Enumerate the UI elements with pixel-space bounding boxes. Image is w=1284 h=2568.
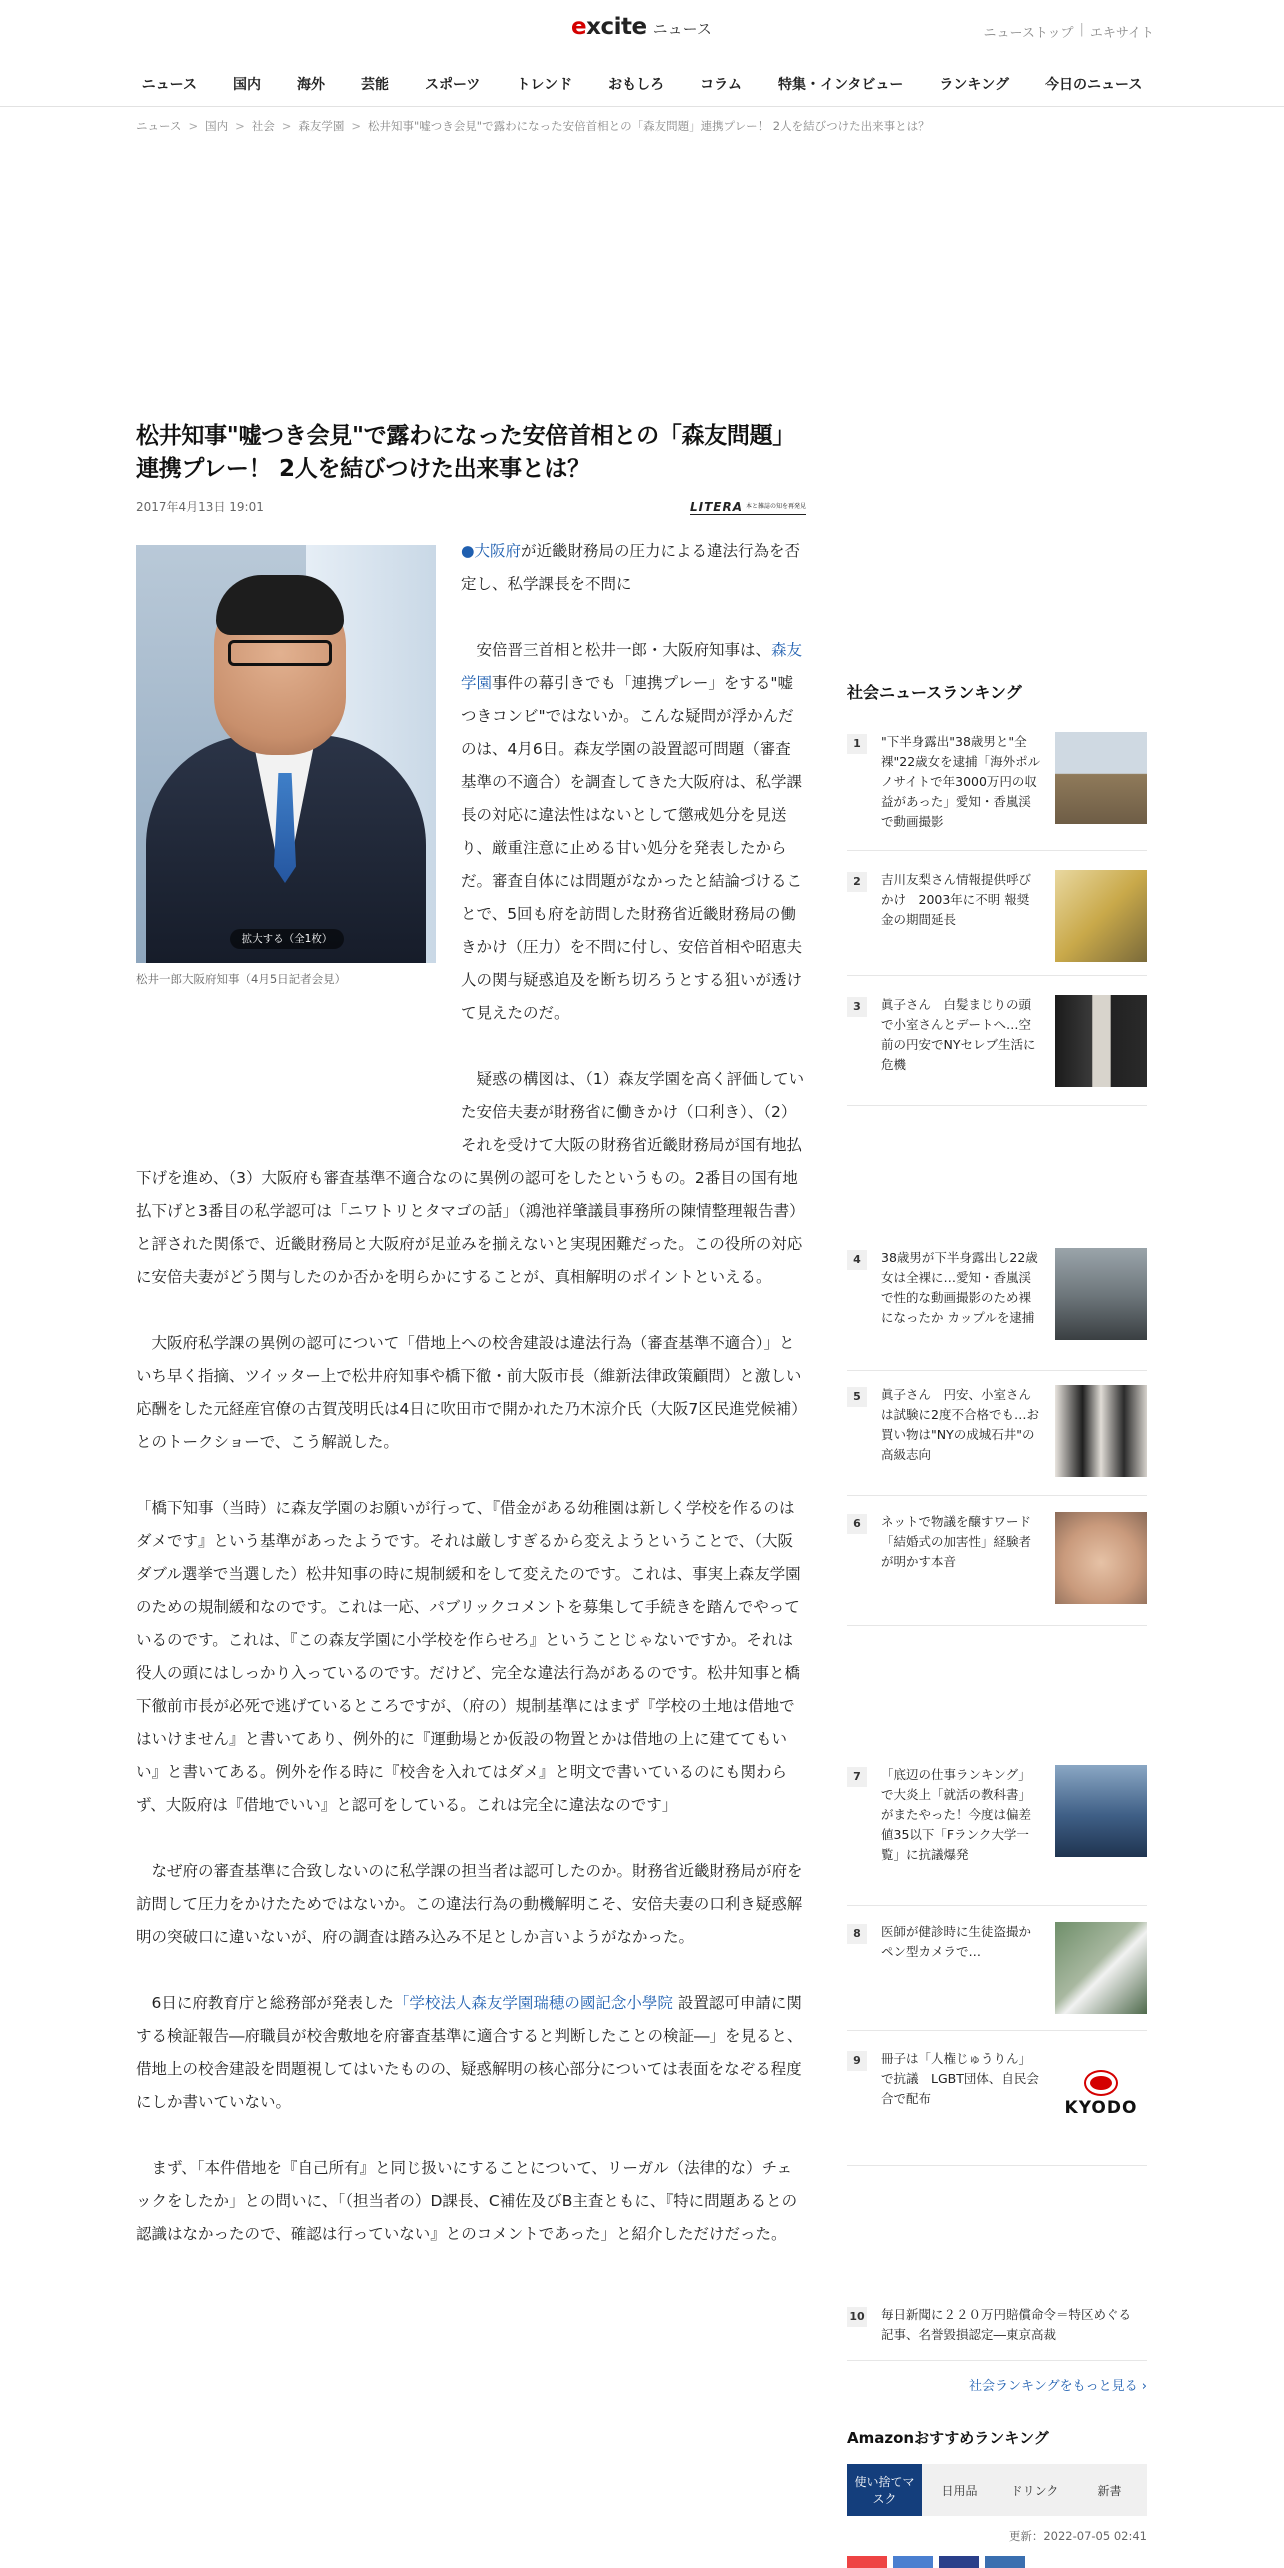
ranking-number: 8 <box>847 1924 867 1944</box>
ranking-headline: 眞子さん 円安、小室さんは試験に2度不合格でも…お買い物は"NYの成城石井"の高級志向 <box>881 1387 1039 1462</box>
ranking-number: 7 <box>847 1767 867 1787</box>
breadcrumb-current: 松井知事"嘘つき会見"で露わになった安倍首相との「森友問題」連携プレー！ 2人を結びつけた出来事とは？ <box>368 119 930 133</box>
nav-features[interactable]: 特集・インタビュー <box>777 77 904 93</box>
photo-glasses <box>228 640 332 666</box>
excite-logo-text <box>571 14 647 40</box>
ranking-headline: 「底辺の仕事ランキング」で大炎上「就活の教科書」がまたやった！今度は偏差値35以下「Fランク大学一覧」に抗議爆発 <box>881 1767 1032 1862</box>
breadcrumb <box>136 118 930 134</box>
ranking-divider <box>847 2165 1147 2166</box>
ranking-divider <box>847 1105 1147 1106</box>
tab-masks[interactable]: 使い捨てマスク <box>847 2464 922 2516</box>
ranking-number: 3 <box>847 997 867 1017</box>
ranking-divider <box>847 1495 1147 1496</box>
amazon-ranking-title: Amazonおすすめランキング <box>847 2429 1049 2447</box>
lead-text: が近畿財務局の圧力による違法行為を否定し、私学課長を不問に <box>461 542 801 593</box>
ranking-updated: 更新：2022-07-05 02:41 <box>1008 2529 1147 2543</box>
article-date: 2017年4月13日 19:01 <box>136 500 264 514</box>
osaka-pref-link[interactable]: 大阪府 <box>474 542 522 560</box>
p6-text-a: 6日に府教育庁と総務部が発表した <box>151 1994 394 2012</box>
logo-accent: e <box>571 14 587 40</box>
sidebar <box>847 680 1147 2543</box>
amazon-thumb[interactable] <box>847 2556 887 2568</box>
news-top-link[interactable]: ニューストップ <box>983 26 1074 41</box>
breadcrumb-news[interactable]: ニュース <box>136 119 182 133</box>
ranking-number: 2 <box>847 872 867 892</box>
breadcrumb-separator: > <box>188 119 199 133</box>
ranking-divider <box>847 850 1147 851</box>
ranking-divider <box>847 975 1147 976</box>
ranking-headline: ネットで物議を醸すワード「結婚式の加害性」経験者が明かす本音 <box>881 1514 1032 1569</box>
ranking-headline: 医師が健診時に生徒盗撮か ペン型カメラで… <box>881 1924 1044 1959</box>
ranking-divider <box>847 1905 1147 1906</box>
nav-domestic[interactable]: 国内 <box>232 77 261 93</box>
ranking-thumbnail <box>1055 1765 1147 1857</box>
excite-news-logo[interactable] <box>571 14 712 48</box>
ranking-divider <box>847 1625 1147 1626</box>
p7-text: まず、「本件借地を『自己所有』と同じ扱いにすることについて、リーガル（法律的な）チェックをしたか」との問いに、「（担当者の）D課長、C補佐及びB主査ともに、『特に問題あるとの認識はなかったので、確認は行っていない』とのコメントであった」と紹介しただけだった。 <box>136 2159 798 2243</box>
ranking-thumbnail <box>1055 2049 1147 2141</box>
link-separator: | <box>1079 22 1084 37</box>
article-meta <box>136 496 806 522</box>
nav-today[interactable]: 今日のニュース <box>1045 77 1143 93</box>
amazon-thumb[interactable] <box>985 2556 1025 2568</box>
ranking-number: 10 <box>847 2307 867 2327</box>
ranking-thumbnail <box>1055 870 1147 962</box>
ranking-number: 1 <box>847 734 867 754</box>
article-title: 松井知事"嘘つき会見"で露わになった安倍首相との「森友問題」連携プレー！ 2人を結びつけた出来事とは？ <box>136 423 795 482</box>
article-photo <box>136 545 436 987</box>
ranking-thumbnail <box>1055 1512 1147 1604</box>
amazon-thumb[interactable] <box>939 2556 979 2568</box>
ranking-headline: 眞子さん 白髪まじりの頭で小室さんとデートへ…空前の円安でNYセレブ生活に危機 <box>881 997 1036 1072</box>
kyodo-mark-icon <box>1086 2072 1116 2094</box>
photo-hair <box>216 575 344 635</box>
ranking-headline: "下半身露出"38歳男と"全裸"22歳女を逮捕「海外ポルノサイトで年3000万円の収益があった」愛知・香嵐渓で動画撮影 <box>881 734 1041 829</box>
litera-logo-text: LITERA <box>689 500 743 514</box>
ranking-thumbnail <box>1055 1922 1147 2014</box>
ranking-thumbnail <box>1055 1385 1147 1477</box>
litera-logo-subtext: 本と雑誌の知を再発見 <box>745 503 806 510</box>
p1-text-b: 事件の幕引きでも「連携プレー」をする"嘘つきコンビ"ではないか。こんな疑問が浮かんだのは、4月6日。森友学園の設置認可問題（審査基準の不適合）を調査してきた大阪府は、私学課長の対応に違法性はないとして懲戒処分を見送り、厳重注意に止める甘い処分を発表したからだ。審査自体には問題がなかったと結論づけることで、5回も府を訪問した財務省近畿財務局の働きかけ（圧力）を不問に付し、安倍首相や昭恵夫人の関与疑惑追及を断ち切ろうとする狙いが透けて見えたのだ。 <box>461 674 803 1022</box>
photo-caption: 松井一郎大阪府知事（4月5日記者会見） <box>136 972 347 986</box>
nav-entertainment[interactable]: 芸能 <box>360 77 389 93</box>
p6-text-b: 設置認可申請に関する検証報告―府職員が校舎敷地を府審査基準に適合すると判断したことの検証―」を見ると、借地上の校舎建設を問題視してはいたものの、疑惑解明の核心部分については表面をなぞる程度にしか書いていない。 <box>136 1994 803 2111</box>
kyodo-logo-text: KYODO <box>1064 2098 1138 2118</box>
social-ranking-title: 社会ニュースランキング <box>847 683 1022 702</box>
paragraph-3 <box>136 1327 806 1459</box>
nav-ranking[interactable]: ランキング <box>939 77 1010 93</box>
main-nav <box>0 70 1284 100</box>
paragraph-6 <box>136 1987 806 2119</box>
nav-world[interactable]: 海外 <box>296 77 325 93</box>
ranking-headline: 吉川友梨さん情報提供呼びかけ 2003年に不明 報奨金の期間延長 <box>881 872 1032 927</box>
ranking-divider <box>847 1370 1147 1371</box>
article <box>136 420 806 2243</box>
p2-text: 疑惑の構図は、（1）森友学園を高く評価していた安倍夫妻が財務省に働きかけ（口利き）、（2）それを受けて大阪の財務省近畿財務局が国有地払下げを進め、（3）大阪府も審査基準不適合なのに異例の認可をしたというもの。2番目の国有地払下げと3番目の私学認可は「ニワトリとタマゴの話」（鴻池祥肇議員事務所の陳情整理報告書）と評された関係で、近畿財務局と大阪府が足並みを揃えないと実現困難だった。この役所の対応に安倍夫妻がどう関与したのか否かを明らかにすることが、真相解明のポイントといえる。 <box>136 1070 805 1286</box>
ranking-headline: 毎日新聞に２２０万円賠償命令＝特区めぐる記事、名誉毀損認定―東京高裁 <box>881 2307 1132 2342</box>
report-link[interactable]: 「学校法人森友学園瑞穂の國記念小學院 <box>393 1994 673 2012</box>
ranking-number: 4 <box>847 1250 867 1270</box>
ranking-headline: 38歳男が下半身露出し22歳女は全裸に…愛知・香嵐渓で性的な動画撮影のため裸になったか カップルを逮捕 <box>881 1250 1038 1325</box>
p1-text-a: 安倍晋三首相と松井一郎・大阪府知事は、 <box>476 641 772 659</box>
nav-sports[interactable]: スポーツ <box>424 77 481 93</box>
tab-drinks[interactable]: ドリンク <box>1010 2483 1059 2498</box>
ranking-headline: 冊子は「人権じゅうりん」で抗議 LGBT団体、自民会合で配布 <box>881 2051 1039 2106</box>
ranking-number: 9 <box>847 2051 867 2071</box>
tab-daily-goods[interactable]: 日用品 <box>941 2483 978 2498</box>
site-header <box>0 0 1284 107</box>
breadcrumb-separator: > <box>281 119 292 133</box>
nav-trend[interactable]: トレンド <box>516 77 573 93</box>
ranking-thumbnail <box>1055 995 1147 1087</box>
ranking-number: 6 <box>847 1514 867 1534</box>
chevron-right-icon: › <box>1141 2379 1147 2394</box>
breadcrumb-separator: > <box>235 119 245 133</box>
amazon-item-thumbs <box>847 2556 1147 2568</box>
more-ranking-link[interactable] <box>847 2375 1147 2394</box>
nav-news[interactable]: ニュース <box>141 77 197 93</box>
nav-funny[interactable]: おもしろ <box>608 77 665 93</box>
photo-matsui[interactable] <box>136 545 436 963</box>
moritomo-link[interactable]: 森友学園 <box>461 641 803 692</box>
logo-rest: xcite <box>586 14 647 40</box>
paragraph-7 <box>136 2152 806 2251</box>
breadcrumb-moritomo[interactable]: 森友学園 <box>298 119 345 133</box>
paragraph-5 <box>136 1855 806 1954</box>
logo-news-label: ニュース <box>652 20 712 38</box>
p3-text: 大阪府私学課の異例の認可について「借地上への校舎建設は違法行為（審査基準不適合）」といち早く指摘、ツイッター上で松井府知事や橋下徹・前大阪市長（維新法律政策顧問）と激しい応酬をした元経産官僚の古賀茂明氏は4日に吹田市で開かれた乃木涼介氏（大阪7区民進党候補）とのトークショーで、こう解説した。 <box>136 1334 802 1451</box>
ranking-thumbnail <box>1055 1248 1147 1340</box>
amazon-tabs <box>847 2464 1147 2516</box>
nav-column[interactable]: コラム <box>700 77 742 93</box>
enlarge-photo-button[interactable]: 拡大する（全1枚） <box>230 929 344 949</box>
amazon-thumb[interactable] <box>893 2556 933 2568</box>
paragraph-4: 「橋下知事（当時）に森友学園のお願いが行って、『借金がある幼稚園は新しく学校を作るのはダメです』という基準があったようです。それは厳しすぎるから変えようということで、（大阪ダブル選挙で当選した）松井知事の時に規制緩和をして変えたのです。これは、事実上森友学園のための規制緩和なのです。これは一応、パブリックコメントを募集して手続きを踏んでやっているのです。これは、『この森友学園に小学校を作らせろ』ということじゃないですか。それは役人の頭にはしっかり入っているのです。だけど、完全な違法行為があるのです。松井知事と橋下徹前市長が必死で逃げているところですが、（府の）規制基準にはまず『学校の土地は借地ではいけません』と書いてあり、例外的に『運動場とか仮設の物置とかは借地の上に建ててもいい』と書いてある。例外を作る時に『校舎を入れてはダメ』と明文で書いているのにも関わらず、大阪府は『借地でいい』と認可をしている。これは完全に違法なのです」 <box>136 1499 801 1814</box>
tab-shinsho[interactable]: 新書 <box>1097 2483 1122 2498</box>
ranking-number: 5 <box>847 1387 867 1407</box>
p5-text: なぜ府の審査基準に合致しないのに私学課の担当者は認可したのか。財務省近畿財務局が府を訪問して圧力をかけたためではないか。この違法行為の動機解明こそ、安倍夫妻の口利き疑惑解明の突破口に違いないが、府の調査は踏み込み不足としか言いようがなかった。 <box>136 1862 803 1946</box>
litera-logo[interactable] <box>690 500 806 515</box>
ranking-thumbnail <box>1055 732 1147 824</box>
excite-link[interactable]: エキサイト <box>1089 26 1154 41</box>
breadcrumb-society[interactable]: 社会 <box>251 119 275 133</box>
top-links <box>984 22 1154 41</box>
ranking-divider <box>847 2030 1147 2031</box>
ranking-divider <box>847 2360 1147 2361</box>
breadcrumb-separator: > <box>351 119 361 133</box>
more-ranking-label: 社会ランキングをもっと見る <box>969 2379 1138 2394</box>
lead-bullet: ● <box>461 542 475 560</box>
breadcrumb-domestic[interactable]: 国内 <box>205 119 229 133</box>
